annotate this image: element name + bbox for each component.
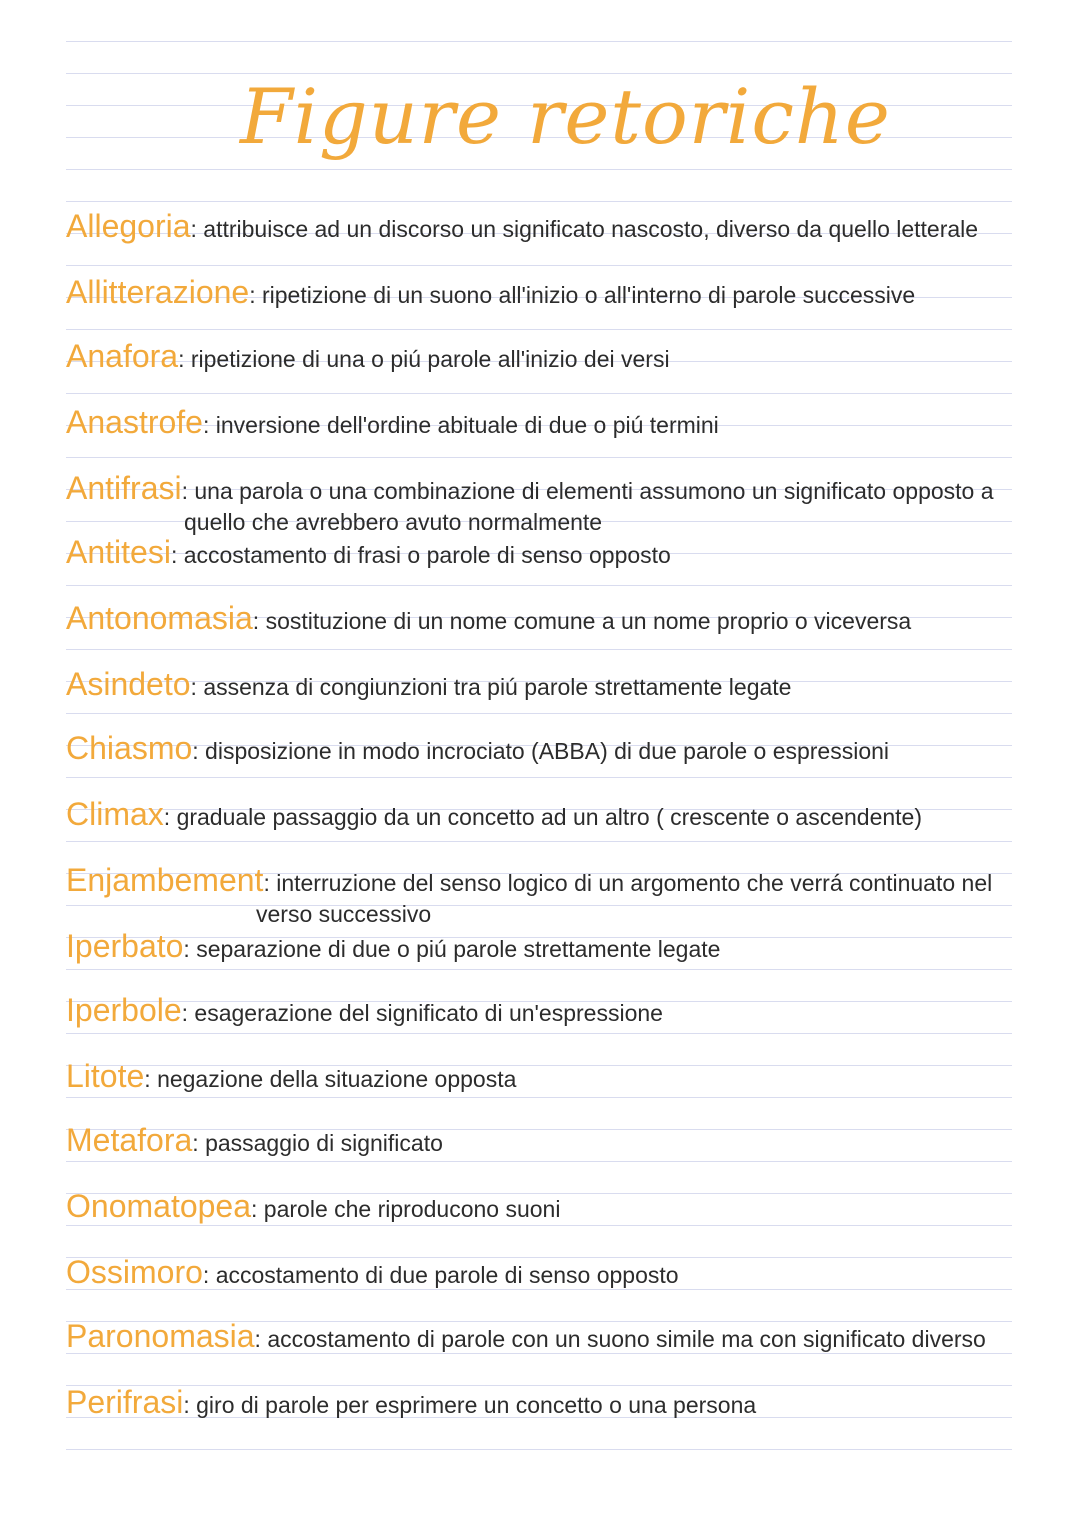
- term: Antitesi: [66, 534, 171, 570]
- term: Paronomasia: [66, 1318, 255, 1354]
- entry-asindeto: Asindeto: assenza di congiunzioni tra piú parole strettamente legate: [66, 666, 792, 702]
- definition: ripetizione di una o piú parole all'inizio dei versi: [190, 346, 670, 372]
- term: Iperbato: [66, 928, 184, 964]
- definition: separazione di due o piú parole strettamente legate: [196, 936, 721, 962]
- entry-litote: Litote: negazione della situazione opposta: [66, 1058, 517, 1094]
- term: Antonomasia: [66, 600, 253, 636]
- definition: accostamento di frasi o parole di senso opposto: [183, 542, 671, 568]
- definition-continuation: verso successivo: [256, 901, 432, 927]
- term: Ossimoro: [66, 1254, 203, 1290]
- term: Climax: [66, 796, 164, 832]
- entry-iperbole: Iperbole: esagerazione del significato di un'espressione: [66, 992, 663, 1028]
- entry-enjambement: Enjambement: interruzione del senso logico di un argomento che verrá continuato nel verso successivo: [66, 864, 1006, 929]
- definition: ripetizione di un suono all'inizio o all'interno di parole successive: [261, 282, 916, 308]
- entry-allitterazione: Allitterazione: ripetizione di un suono all'inizio o all'interno di parole successive: [66, 274, 916, 310]
- entry-antitesi: Antitesi: accostamento di frasi o parole di senso opposto: [66, 534, 671, 570]
- definition: accostamento di due parole di senso opposto: [215, 1262, 679, 1288]
- term: Perifrasi: [66, 1384, 184, 1420]
- page-title: Figure retoriche: [240, 72, 891, 161]
- term: Allegoria: [66, 208, 191, 244]
- definition: passaggio di significato: [205, 1130, 443, 1156]
- entry-antonomasia: Antonomasia: sostituzione di un nome comune a un nome proprio o viceversa: [66, 600, 912, 636]
- definition: disposizione in modo incrociato (ABBA) di due parole o espressioni: [205, 738, 890, 764]
- entry-anastrofe: Anastrofe: inversione dell'ordine abituale di due o piú termini: [66, 404, 719, 440]
- definition: assenza di congiunzioni tra piú parole strettamente legate: [203, 674, 792, 700]
- term: Antifrasi: [66, 470, 182, 506]
- term: Iperbole: [66, 992, 182, 1028]
- term: Anastrofe: [66, 404, 203, 440]
- term: Litote: [66, 1058, 145, 1094]
- definition: interruzione del senso logico di un argomento che verrá continuato nel: [276, 870, 993, 896]
- term: Chiasmo: [66, 730, 193, 766]
- entry-climax: Climax: graduale passaggio da un concetto ad un altro ( crescente o ascendente): [66, 796, 923, 832]
- entry-chiasmo: Chiasmo: disposizione in modo incrociato (ABBA) di due parole o espressioni: [66, 730, 890, 766]
- definition: accostamento di parole con un suono simile ma con significato diverso: [267, 1326, 986, 1352]
- definition: giro di parole per esprimere un concetto o una persona: [196, 1392, 757, 1418]
- entry-allegoria: Allegoria: attribuisce ad un discorso un significato nascosto, diverso da quello letterale: [66, 208, 979, 244]
- definition: sostituzione di un nome comune a un nome proprio o viceversa: [265, 608, 912, 634]
- term: Allitterazione: [66, 274, 250, 310]
- term: Asindeto: [66, 666, 191, 702]
- definition: esagerazione del significato di un'espressione: [194, 1000, 663, 1026]
- definition: negazione della situazione opposta: [157, 1066, 517, 1092]
- entry-perifrasi: Perifrasi: giro di parole per esprimere un concetto o una persona: [66, 1384, 757, 1420]
- term: Enjambement: [66, 862, 264, 898]
- definition: attribuisce ad un discorso un significato nascosto, diverso da quello letterale: [203, 216, 979, 242]
- entry-paronomasia: Paronomasia: accostamento di parole con un suono simile ma con significato diverso: [66, 1318, 986, 1354]
- entry-onomatopea: Onomatopea: parole che riproducono suoni: [66, 1188, 561, 1224]
- entry-ossimoro: Ossimoro: accostamento di due parole di senso opposto: [66, 1254, 679, 1290]
- term: Anafora: [66, 338, 179, 374]
- definition: parole che riproducono suoni: [263, 1196, 561, 1222]
- definition: graduale passaggio da un concetto ad un altro ( crescente o ascendente): [176, 804, 923, 830]
- entry-anafora: Anafora: ripetizione di una o piú parole all'inizio dei versi: [66, 338, 670, 374]
- entry-iperbato: Iperbato: separazione di due o piú parole strettamente legate: [66, 928, 721, 964]
- entry-antifrasi: Antifrasi: una parola o una combinazione di elementi assumono un significato opposto a quello che avrebbero avuto normalmente: [66, 472, 1006, 537]
- definition: una parola o una combinazione di elementi assumono un significato opposto a: [194, 478, 994, 504]
- term: Onomatopea: [66, 1188, 252, 1224]
- definition: inversione dell'ordine abituale di due o piú termini: [215, 412, 719, 438]
- entry-metafora: Metafora: passaggio di significato: [66, 1122, 443, 1158]
- term: Metafora: [66, 1122, 193, 1158]
- definition-continuation: quello che avrebbero avuto normalmente: [184, 509, 603, 535]
